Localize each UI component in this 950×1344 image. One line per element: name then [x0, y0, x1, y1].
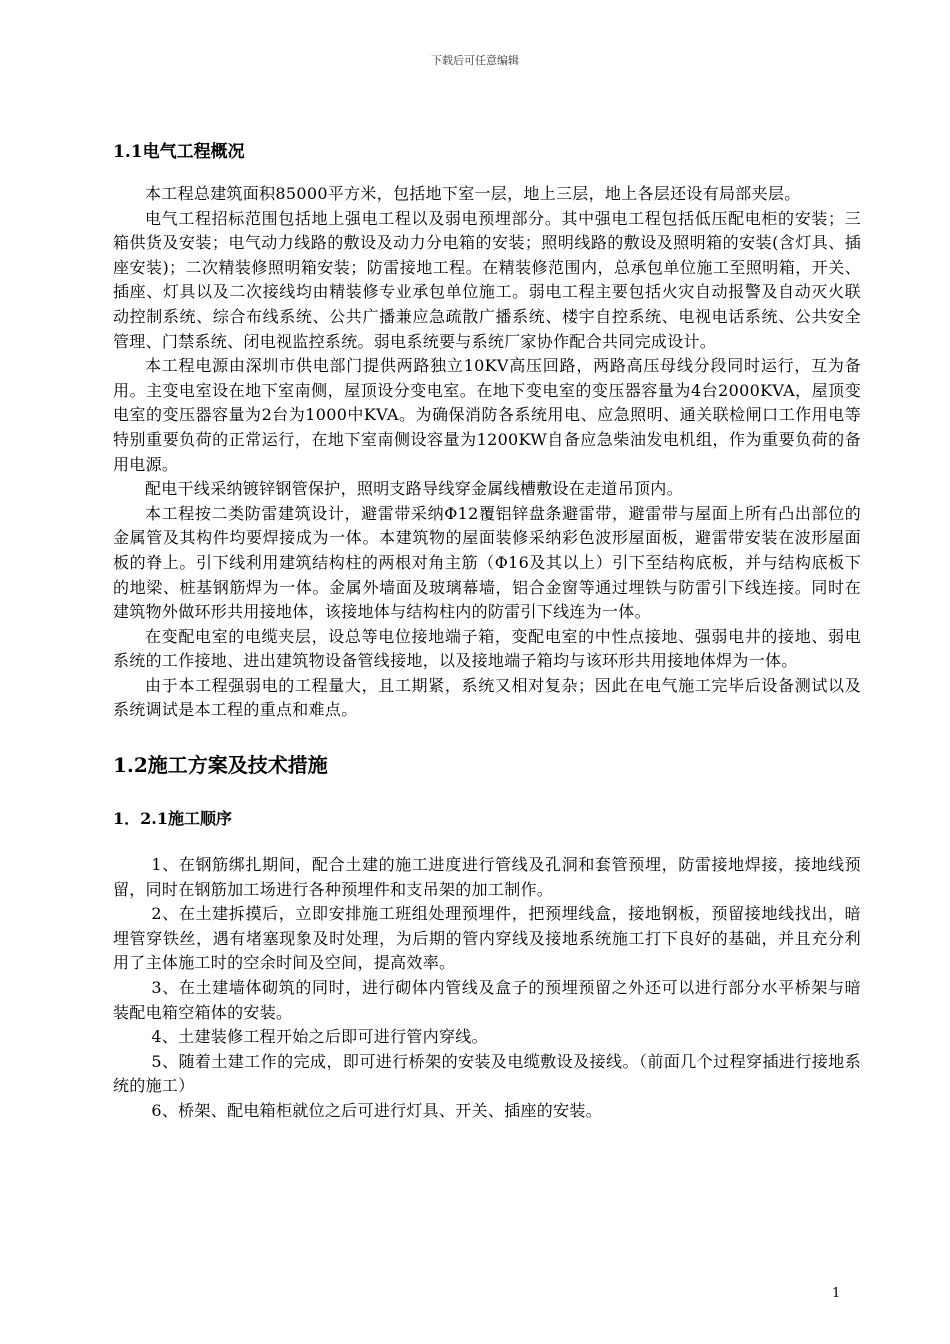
list-item: 2、在土建拆摸后，立即安排施工班组处理预埋件，把预埋线盒，接地钢板，预留接地线找出，暗埋管穿铁丝，遇有堵塞现象及时处理，为后期的管内穿线及接地系统施工打下良好的基础，并且充分利用了主体施工时的空余时间及空间，提高效率。 — [113, 904, 861, 973]
list-item: 5、随着土建工作的完成，即可进行桥架的安装及电缆敷设及接线。（前面几个过程穿插进行接地系统的施工） — [113, 1051, 861, 1096]
section-title-construction-plan: 1.2施工方案及技术措施 — [113, 753, 328, 778]
paragraph: 本工程按二类防雷建筑设计，避雷带采纳Φ12覆铝锌盘条避雷带，避雷带与屋面上所有凸出部位的金属管及其构件均要焊接成为一体。本建筑物的屋面装修采纳彩色波形屋面板，避雷带安装在波形屋面板的脊上。引下线利用建筑结构柱的两根对角主筋（Φ16及其以上）引下至结构底板，并与结构底板下的地梁、桩基钢筋焊为一体。金属外墙面及玻璃幕墙，铝合金窗等通过埋铁与防雷引下线连接。同时在建筑物外做环形共用接地体，该接地体与结构柱内的防雷引下线连为一体。 — [113, 503, 861, 622]
paragraph: 由于本工程强弱电的工程量大，且工期紧，系统又相对复杂；因此在电气施工完毕后设备测试以及系统调试是本工程的重点和难点。 — [113, 675, 861, 720]
document-body — [113, 140, 861, 1124]
list-item: 1、在钢筋绑扎期间，配合土建的施工进度进行管线及孔洞和套管预埋，防雷接地焊接，接地线预留，同时在钢筋加工场进行各种预埋件和支吊架的加工制作。 — [113, 855, 861, 899]
paragraph: 配电干线采纳镀锌钢管保护，照明支路导线穿金属线槽敷设在走道吊顶内。 — [145, 479, 683, 499]
header-note: 下载后可任意编辑 — [431, 54, 519, 67]
list-item: 6、桥架、配电箱柜就位之后可进行灯具、开关、插座的安装。 — [151, 1101, 602, 1120]
list-item: 3、在土建墙体砌筑的同时，进行砌体内管线及盒子的预埋预留之外还可以进行部分水平桥架与暗装配电箱空箱体的安装。 — [113, 978, 861, 1022]
paragraph: 电气工程招标范围包括地上强电工程以及弱电预埋部分。其中强电工程包括低压配电柜的安装；三箱供货及安装；电气动力线路的敷设及动力分电箱的安装；照明线路的敷设及照明箱的安装(含灯具、插座安装)；二次精装修照明箱安装；防雷接地工程。在精装修范围内，总承包单位施工至照明箱，开关、插座、灯具以及二次接线均由精装修专业承包单位施工。弱电工程主要包括火灾自动报警及自动灭火联动控制系统、综合布线系统、公共广播兼应急疏散广播系统、楼宇自控系统、电视电话系统、公共安全管理、门禁系统、闭电视监控系统。弱电系统要与系统厂家协作配合共同完成设计。 — [113, 208, 861, 351]
paragraph: 本工程总建筑面积85000平方米，包括地下室一层，地上三层，地上各层还设有局部夹层。 — [145, 184, 801, 203]
section-title-electrical-overview: 1.1电气工程概况 — [113, 142, 245, 162]
paragraph: 本工程电源由深圳市供电部门提供两路独立10KV高压回路，两路高压母线分段同时运行，互为备用。主变电室设在地下室南侧，屋顶设分变电室。在地下变电室的变压器容量为4台2000KVA，屋顶变电室的变压器容量为2台为1000中KVA。为确保消防各系统用电、应急照明、通关联检闸口工作用电等特别重要负荷的正常运行，在地下室南侧设容量为1200KW自备应急柴油发电机组，作为重要负荷的备用电源。 — [113, 356, 861, 474]
page-number: 1 — [832, 1286, 841, 1301]
list-item: 4、土建装修工程开始之后即可进行管内穿线。 — [151, 1027, 488, 1047]
paragraph: 在变配电室的电缆夹层，设总等电位接地端子箱，变配电室的中性点接地、强弱电井的接地、弱电系统的工作接地、进出建筑物设备管线接地，以及接地端子箱均与该环形共用接地体焊为一体。 — [113, 626, 861, 671]
subsection-title-construction-order: 1．2.1施工顺序 — [113, 809, 232, 829]
